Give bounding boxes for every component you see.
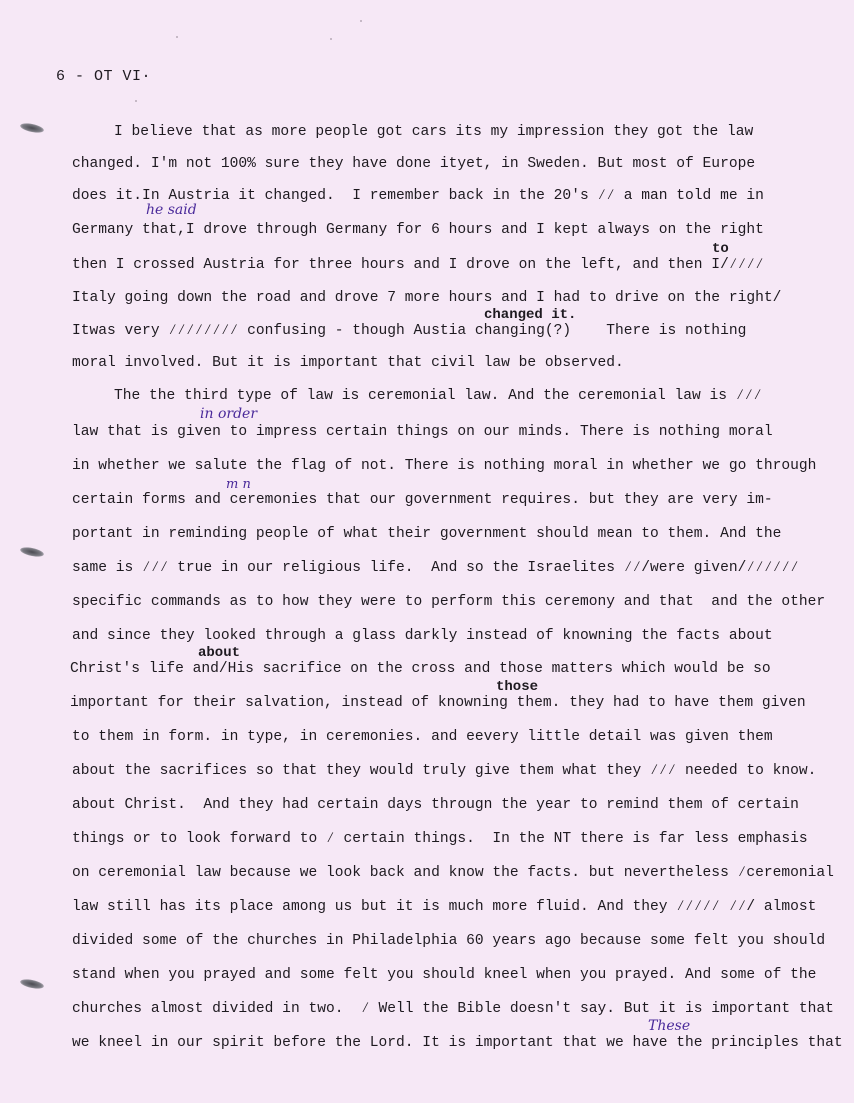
text-line: Christ's life and/His sacrifice on the cross and those matters which would be so [70, 661, 771, 677]
interlinear-about: about [198, 645, 241, 661]
text-line: The the third type of law is ceremonial law. And the ceremonial law is ∕∕∕ [114, 388, 763, 404]
text-line: specific commands as to how they were to perform this ceremony and that and the other [72, 594, 826, 610]
text-line: divided some of the churches in Philadelphia 60 years ago because some felt you should [72, 933, 826, 949]
text-line: Itwas very ∕∕∕∕∕∕∕∕ confusing - though Austia changing(?) There is nothing [72, 323, 747, 339]
text-line: we kneel in our spirit before the Lord. It is important that we have the principles that [72, 1035, 843, 1051]
interlinear-to: to [712, 241, 729, 257]
text-line: in whether we salute the flag of not. There is nothing moral in whether we go through [72, 458, 817, 474]
text-line: moral involved. But it is important that civil law be observed. [72, 355, 624, 371]
text-line: same is ∕∕∕ true in our religious life. And so the Israelites ∕∕/were given/∕∕∕∕∕∕ [72, 560, 799, 576]
text-line: law still has its place among us but it is much more fluid. And they ∕∕∕∕∕ ∕∕/ almost [72, 899, 817, 915]
text-line: important for their salvation, instead of knowning them. they had to have them given [70, 695, 806, 711]
text-line: churches almost divided in two. ∕ Well the Bible doesn't say. But it is important that [72, 1001, 834, 1017]
interlinear-changed-it: changed it. [484, 307, 577, 323]
handwritten-these: These [648, 1018, 691, 1034]
text-line: law that is given to impress certain things on our minds. There is nothing moral [72, 424, 773, 440]
text-line: Germany that,I drove through Germany for 6 hours and I kept always on the right [72, 222, 764, 238]
page-label: 6 - OT VI· [56, 68, 152, 85]
text-line: then I crossed Austria for three hours and I drove on the left, and then I/∕∕∕∕ [72, 257, 764, 273]
text-line: portant in reminding people of what their government should mean to them. And the [72, 526, 782, 542]
text-line: does it.In Austria it changed. I remember back in the 20's ∕∕ a man told me in [72, 188, 764, 204]
text-line: changed. I'm not 100% sure they have done ityet, in Sweden. But most of Europe [72, 156, 756, 172]
interlinear-those: those [496, 679, 539, 695]
text-line: to them in form. in type, in ceremonies. and eevery little detail was given them [72, 729, 773, 745]
text-line: certain forms and ceremonies that our government requires. but they are very im- [72, 492, 773, 508]
text-line: about Christ. And they had certain days througn the year to remind them of certain [72, 797, 799, 813]
text-line: things or to look forward to ∕ certain things. In the NT there is far less emphasis [72, 831, 808, 847]
text-line: about the sacrifices so that they would truly give them what they ∕∕∕ needed to know. [72, 763, 817, 779]
text-line: stand when you prayed and some felt you should kneel when you prayed. And some of the [72, 967, 817, 983]
text-line: Italy going down the road and drove 7 more hours and I had to drive on the right/ [72, 290, 782, 306]
handwritten-he-said: he said [146, 202, 197, 218]
handwritten-mn: m n [226, 477, 251, 492]
text-line: and since they looked through a glass darkly instead of knowning the facts about [72, 628, 773, 644]
handwritten-in-order: in order [200, 406, 258, 422]
text-line: on ceremonial law because we look back and know the facts. but nevertheless ∕ceremonial [72, 865, 834, 881]
text-line: I believe that as more people got cars its my impression they got the law [114, 124, 754, 140]
